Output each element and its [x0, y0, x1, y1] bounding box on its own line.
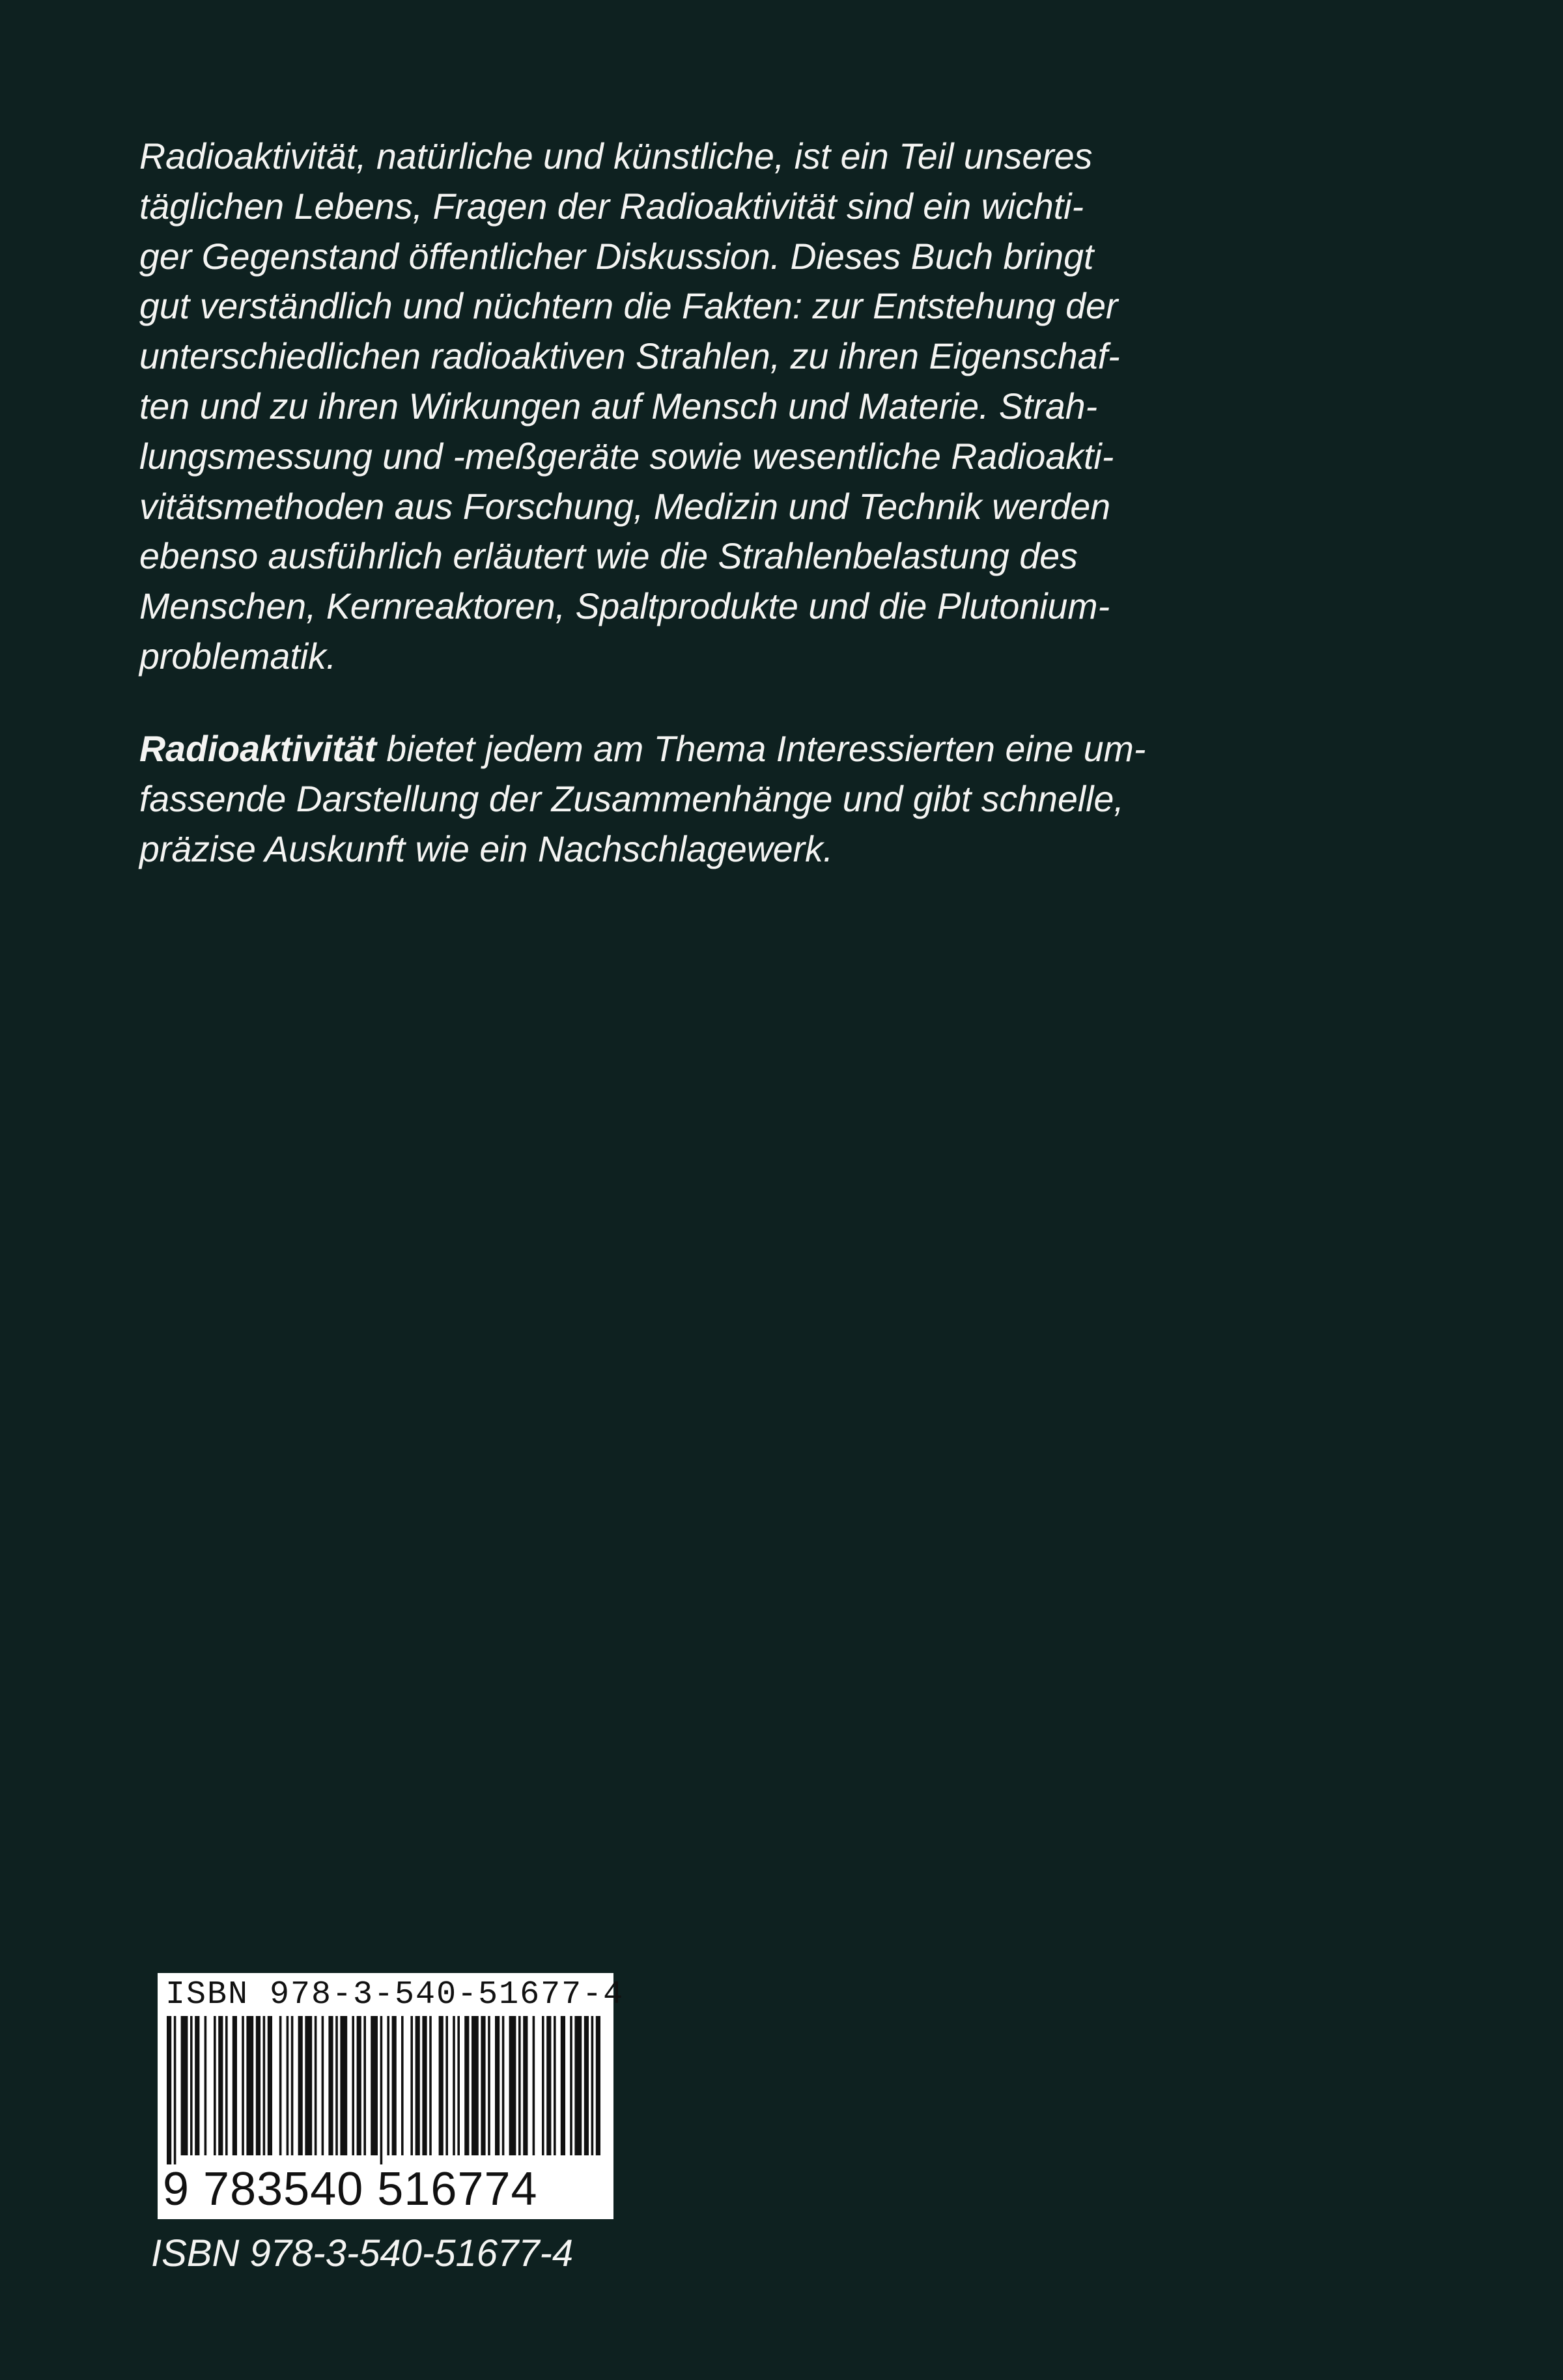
barcode-bar — [279, 2016, 282, 2155]
barcode-bar — [445, 2016, 448, 2155]
barcode-bar — [453, 2016, 455, 2155]
barcode-bar — [357, 2016, 361, 2155]
barcode-bar — [481, 2016, 485, 2155]
barcode-bar — [174, 2016, 176, 2164]
text-line: unterschiedlichen radioaktiven Strahlen, zu ihren Eigenschaf- — [139, 336, 1120, 377]
barcode-bar — [472, 2016, 479, 2155]
barcode-bar — [256, 2016, 260, 2155]
barcode-bar — [204, 2016, 207, 2155]
text-line: Radioaktivität, natürliche und künstliche, ist ein Teil unseres — [139, 136, 1093, 176]
barcode-bar — [410, 2016, 413, 2155]
barcode-bar — [363, 2016, 366, 2155]
barcode-bar — [509, 2016, 516, 2155]
barcode-bar — [570, 2016, 572, 2155]
barcode-bar — [268, 2016, 272, 2155]
text-line: vitätsmethoden aus Forschung, Medizin und Technik werden — [139, 486, 1111, 527]
barcode-digits: 9 783540 516774 — [163, 2163, 538, 2215]
barcode-bar — [195, 2016, 199, 2155]
barcode-bar — [263, 2016, 266, 2155]
barcode-bar — [181, 2016, 188, 2155]
barcode-bar — [554, 2016, 556, 2155]
text-fragment: bietet jedem am Thema Interessierten eine um- — [376, 729, 1146, 769]
barcode-bar — [298, 2016, 303, 2155]
barcode-bar — [574, 2016, 582, 2155]
barcode-bar — [596, 2016, 600, 2155]
text-line: Menschen, Kernreaktoren, Spaltprodukte und die Plutonium- — [139, 586, 1110, 627]
barcode-bar — [340, 2016, 347, 2155]
barcode-bar — [415, 2016, 420, 2155]
barcode-bar — [439, 2016, 444, 2155]
text-line: täglichen Lebens, Fragen der Radioaktivität sind ein wichti- — [139, 186, 1084, 227]
barcode-bar — [401, 2016, 404, 2155]
barcode-bar — [315, 2016, 317, 2155]
barcode-bar — [429, 2016, 432, 2155]
book-title-emphasis: Radioaktivität — [139, 729, 376, 769]
barcode-bar — [167, 2016, 171, 2164]
barcode-bar — [392, 2016, 397, 2155]
barcode-bar — [422, 2016, 427, 2155]
barcode-bar — [502, 2016, 505, 2155]
text-line: lungsmessung und -meßgeräte sowie wesentliche Radioakti- — [139, 436, 1114, 477]
barcode-bars — [164, 2016, 607, 2164]
description-paragraph-1 — [139, 132, 1442, 682]
barcode-bar — [305, 2016, 312, 2155]
barcode-bar — [488, 2016, 490, 2155]
barcode-label — [158, 1973, 625, 2219]
barcode-bar — [190, 2016, 193, 2155]
isbn-number: ISBN 978-3-540-51677-4 — [151, 2232, 574, 2275]
barcode-bar — [335, 2016, 338, 2155]
barcode-bar — [561, 2016, 565, 2155]
text-line: präzise Auskunft wie ein Nachschlagewerk. — [139, 828, 834, 869]
barcode-bar — [232, 2016, 237, 2155]
barcode-bar — [380, 2016, 383, 2164]
barcode-bar — [591, 2016, 594, 2155]
text-line: problematik. — [139, 636, 337, 677]
barcode-bar — [523, 2016, 528, 2155]
barcode-bar — [328, 2016, 333, 2155]
barcode-isbn-text: ISBN 978-3-540-51677-4 — [165, 1976, 625, 2013]
barcode-bar — [291, 2016, 294, 2155]
barcode-bar — [225, 2016, 228, 2155]
text-line: gut verständlich und nüchtern die Fakten: zur Entstehung der — [139, 286, 1118, 327]
text-line: ten und zu ihren Wirkungen auf Mensch und Materie. Strah- — [139, 385, 1098, 427]
barcode-bar — [457, 2016, 460, 2155]
text-line — [139, 724, 1442, 774]
text-line: fassende Darstellung der Zusammenhänge und gibt schnelle, — [139, 778, 1124, 819]
barcode-bar — [218, 2016, 223, 2155]
barcode-bar — [246, 2016, 253, 2155]
barcode-bar — [352, 2016, 354, 2155]
barcode-bar — [287, 2016, 289, 2155]
barcode-bar — [533, 2016, 535, 2155]
barcode-bar — [322, 2016, 324, 2155]
text-line: ger Gegenstand öffentlicher Diskussion. Dieses Buch bringt — [139, 236, 1094, 277]
barcode-bar — [542, 2016, 544, 2155]
barcode-bar — [584, 2016, 589, 2155]
barcode-bar — [495, 2016, 500, 2155]
barcode-bar — [518, 2016, 521, 2155]
text-line: ebenso ausführlich erläutert wie die Strahlenbelastung des — [139, 536, 1078, 577]
description-paragraph-2 — [139, 724, 1442, 874]
barcode-bar — [546, 2016, 551, 2155]
barcode-bar — [464, 2016, 469, 2155]
barcode-bar — [214, 2016, 216, 2155]
barcode-bar — [371, 2016, 378, 2155]
barcode-bar — [242, 2016, 244, 2155]
barcode-bar — [387, 2016, 389, 2155]
